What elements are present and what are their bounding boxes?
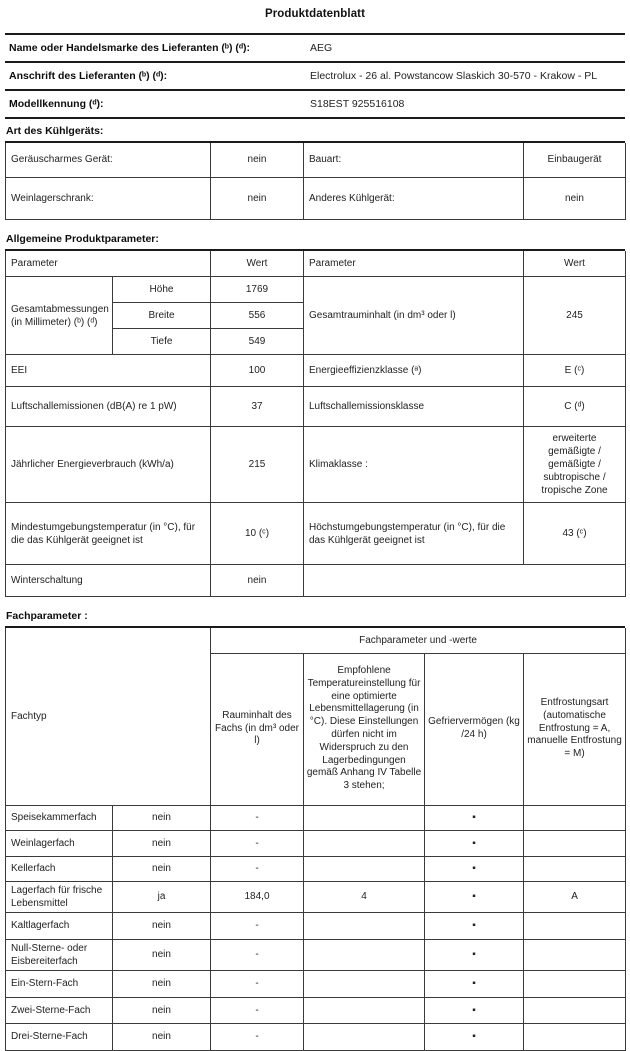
param-label: Luftschallemissionen (dB(A) re 1 pW) [6,387,211,427]
total-volume-label: Gesamtrauminhalt (in dm³ oder l) [304,277,524,355]
compartment-name: Ein-Stern-Fach [6,970,113,997]
fachtyp-header: Fachtyp [6,628,211,805]
model-id-value: S18EST 925516108 [303,90,625,118]
table-row [6,277,626,303]
dimension-name: Höhe [113,277,211,303]
compartment-row [6,830,626,856]
empty-cell [304,565,626,597]
compartment-present: nein [113,805,211,830]
column-header: Entfrostungsart (automatische Entfrostung = A, manuelle Entfrostung = M) [524,653,626,805]
compartment-name: Zwei-Sterne-Fach [6,997,113,1023]
supplier-address-label: Anschrift des Lieferanten (ᵇ) (ᵈ): [5,62,303,90]
compartment-row [6,805,626,830]
compartment-temp [304,856,425,881]
compartment-defrost [524,939,626,970]
param-label: Klimaklasse : [304,427,524,503]
param-label: Luftschallemissionsklasse [304,387,524,427]
group-header: Fachparameter und -werte [211,628,626,653]
type-value: nein [211,143,304,177]
type-value: Einbaugerät [524,143,626,177]
compartment-volume: - [211,997,304,1023]
compartment-freeze: ▪ [425,997,524,1023]
compartment-name: Speisekammerfach [6,805,113,830]
supplier-info-table [5,33,625,119]
model-id-label: Modellkennung (ᵈ): [5,90,303,118]
compartment-volume: - [211,1023,304,1050]
table-row [6,387,626,427]
compartment-freeze: ▪ [425,805,524,830]
type-label: Bauart: [304,143,524,177]
param-value: E (ᶜ) [524,355,626,387]
param-label: Winterschaltung [6,565,211,597]
param-value: 215 [211,427,304,503]
compartment-defrost [524,1023,626,1050]
compartment-temp [304,970,425,997]
table-row [6,177,626,219]
compartment-defrost [524,912,626,939]
param-value: erweiterte gemäßigte / gemäßigte / subtropische / tropische Zone [524,427,626,503]
supplier-name-value: AEG [303,34,625,62]
compartment-present: nein [113,830,211,856]
compartment-temp [304,939,425,970]
param-label: Mindestumgebungstemperatur (in °C), für die das Kühlgerät geeignet ist [6,503,211,565]
compartment-row [6,912,626,939]
supplier-row [5,62,625,90]
compartment-present: ja [113,881,211,912]
compartment-volume: - [211,912,304,939]
table-header-row [6,251,626,277]
type-table [5,143,626,220]
section-heading-compartments: Fachparameter : [5,604,625,628]
page-title: Produktdatenblatt [264,8,366,20]
type-label: Anderes Kühlgerät: [304,177,524,219]
supplier-row [5,90,625,118]
compartment-present: nein [113,997,211,1023]
compartment-defrost: A [524,881,626,912]
type-value: nein [524,177,626,219]
compartment-row [6,881,626,912]
compartment-defrost [524,805,626,830]
compartment-row [6,856,626,881]
compartment-defrost [524,970,626,997]
compartment-volume: - [211,970,304,997]
compartment-row [6,939,626,970]
section-heading-type: Art des Kühlgeräts: [5,119,625,143]
column-header: Parameter [304,251,524,277]
compartment-volume: - [211,805,304,830]
compartment-temp [304,805,425,830]
compartment-name: Kellerfach [6,856,113,881]
compartment-row [6,1023,626,1050]
column-header: Wert [524,251,626,277]
param-value: 37 [211,387,304,427]
compartment-row [6,970,626,997]
compartment-volume: - [211,856,304,881]
table-row [6,565,626,597]
table-row [6,503,626,565]
compartment-row [6,997,626,1023]
table-row [6,355,626,387]
compartment-temp [304,997,425,1023]
compartment-temp: 4 [304,881,425,912]
supplier-row [5,34,625,62]
table-row [6,427,626,503]
param-value: 43 (ᶜ) [524,503,626,565]
table-row [6,143,626,177]
dimensions-label: Gesamtabmessungen (in Millimeter) (ᵇ) (ᵈ) [6,277,113,355]
compartment-freeze: ▪ [425,1023,524,1050]
section-heading-general: Allgemeine Produktparameter: [5,227,625,251]
column-header: Gefriervermögen (kg /24 h) [425,653,524,805]
compartment-table [5,628,626,1051]
compartment-volume: 184,0 [211,881,304,912]
supplier-address-value: Electrolux - 26 al. Powstancow Slaskich 30-570 - Krakow - PL [303,62,625,90]
compartment-temp [304,912,425,939]
param-value: C (ᵈ) [524,387,626,427]
supplier-name-label: Name oder Handelsmarke des Lieferanten (ᵇ) (ᵈ): [5,34,303,62]
param-label: Jährlicher Energieverbrauch (kWh/a) [6,427,211,503]
compartment-present: nein [113,1023,211,1050]
compartment-present: nein [113,939,211,970]
compartment-present: nein [113,856,211,881]
compartment-name: Lagerfach für frische Lebensmittel [6,881,113,912]
compartment-freeze: ▪ [425,970,524,997]
compartment-name: Weinlagerfach [6,830,113,856]
dimension-value: 1769 [211,277,304,303]
compartment-defrost [524,856,626,881]
compartment-defrost [524,997,626,1023]
param-value: nein [211,565,304,597]
compartment-temp [304,1023,425,1050]
param-label: Energieeffizienzklasse (ᵃ) [304,355,524,387]
compartment-freeze: ▪ [425,856,524,881]
total-volume-value: 245 [524,277,626,355]
param-label: Höchstumgebungstemperatur (in °C), für die das Kühlgerät geeignet ist [304,503,524,565]
column-header: Wert [211,251,304,277]
compartment-name: Null-Sterne- oder Eisbereiterfach [6,939,113,970]
compartment-defrost [524,830,626,856]
type-label: Geräuscharmes Gerät: [6,143,211,177]
table-header-row [6,628,626,653]
param-value: 100 [211,355,304,387]
compartment-present: nein [113,912,211,939]
compartment-freeze: ▪ [425,939,524,970]
dimension-value: 556 [211,303,304,329]
type-value: nein [211,177,304,219]
compartment-present: nein [113,970,211,997]
compartment-temp [304,830,425,856]
dimension-value: 549 [211,329,304,355]
compartment-volume: - [211,830,304,856]
dimension-name: Tiefe [113,329,211,355]
general-parameters-table [5,251,626,598]
param-label: EEI [6,355,211,387]
compartment-freeze: ▪ [425,830,524,856]
compartment-name: Kaltlagerfach [6,912,113,939]
type-label: Weinlagerschrank: [6,177,211,219]
compartment-name: Drei-Sterne-Fach [6,1023,113,1050]
column-header: Parameter [6,251,211,277]
column-header: Rauminhalt des Fachs (in dm³ oder l) [211,653,304,805]
dimension-name: Breite [113,303,211,329]
compartment-freeze: ▪ [425,912,524,939]
compartment-freeze: ▪ [425,881,524,912]
param-value: 10 (ᶜ) [211,503,304,565]
column-header: Empfohlene Temperatureinstellung für eine optimierte Lebensmittellagerung (in °C). Diese Einstellungen dürfen nicht im Widerspruch zu den Lagerbedingungen gemäß Anhang IV Tabelle 3 stehen; [304,653,425,805]
compartment-volume: - [211,939,304,970]
